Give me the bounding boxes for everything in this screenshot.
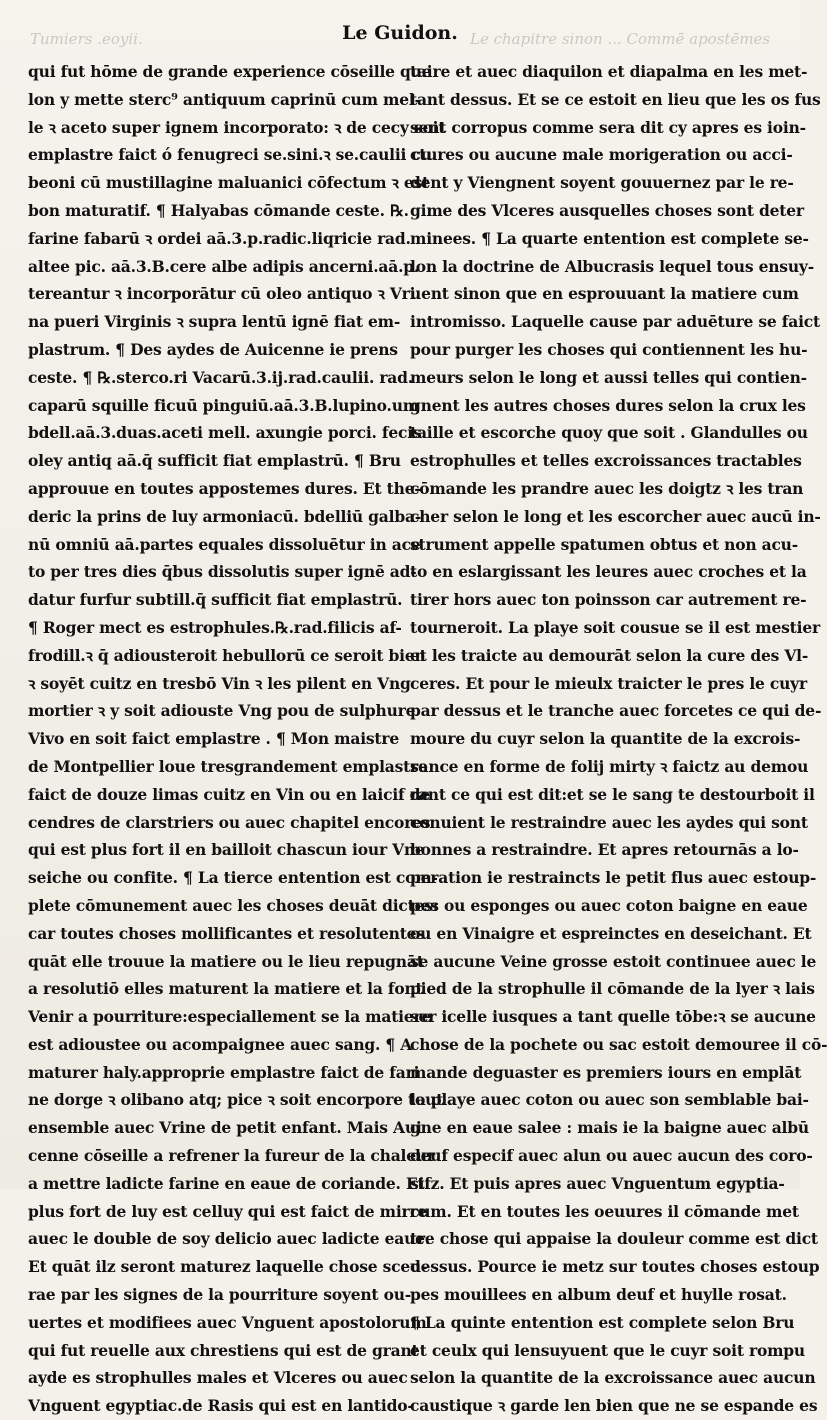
text-line: intromisso. Laquelle cause par aduēture se faict: [410, 312, 820, 332]
text-line: frodill.ꝛ q̄ adiousteroit hebullorū ce seroit bien: [28, 645, 426, 665]
text-line: qui fut hōme de grande experience cōseille que: [28, 62, 432, 81]
text-line: minees. ¶ La quarte entention est complete se-: [410, 228, 809, 248]
text-line: Et quāt ilz seront maturez laquelle chose sceu-: [28, 1257, 428, 1277]
text-line: estrophulles et telles excroissances tractables: [410, 451, 802, 471]
text-line: le ꝛ aceto super ignem incorporato: ꝛ de cecy soit: [28, 117, 446, 137]
text-line: lon y mette sterc⁹ antiquum caprinū cum mel-: [28, 89, 421, 109]
text-line: cendres de clarstriers ou auec chapitel encores: [28, 812, 431, 832]
text-line: meurs selon le long et aussi telles qui contien-: [410, 367, 807, 387]
text-line: caustique ꝛ garde len bien que ne se espande es: [410, 1396, 818, 1416]
text-line: ayde es strophulles males et Vlceres ou auec: [28, 1368, 408, 1388]
text-line: ceres. Et pour le mieulx traicter le pres le cuyr: [410, 673, 807, 693]
text-line: to per tres dies q̄bus dissolutis super ignē ad-: [28, 562, 417, 582]
text-line: pied de la strophulle il cōmande de la lyer ꝛ lais: [410, 979, 815, 999]
text-line: tant dessus. Et se ce estoit en lieu que les os fus: [410, 89, 821, 109]
text-line: par dessus et le tranche auec forcetes ce qui de-: [410, 701, 822, 721]
text-line: car toutes choses mollificantes et resolutentes: [28, 923, 425, 943]
text-line: cher selon le long et les escorcher auec aucū in-: [410, 506, 821, 526]
text-line: tirer hors auec ton poinsson car autrement re-: [410, 590, 807, 610]
text-line: tre chose qui appaise la douleur comme est dict: [410, 1229, 818, 1249]
text-line: est adioustee ou acompaignee auec sang. ¶ A: [28, 1034, 413, 1054]
bleed-through-text-right: Le chapitre sinon ... Commē apostēmes: [470, 30, 771, 48]
text-line: approuue en toutes appostemes dures. Et the-: [28, 478, 421, 498]
text-line: deric la prins de luy armoniacū. bdelliū galba-: [28, 506, 422, 526]
right-text-column: [410, 58, 827, 1420]
text-line: plastrum. ¶ Des aydes de Auicenne ie prens: [28, 339, 398, 359]
text-line: cum. Et en toutes les oeuures il cōmande met: [410, 1201, 799, 1221]
text-line: plete cōmunement auec les choses deuāt dictes:: [28, 895, 439, 915]
text-line: caparū squille ficuū pinguiū.aā.3.B.lupino.um: [28, 395, 419, 415]
text-line: tereantur ꝛ incorporātur cū oleo antiquo ꝛ Vri: [28, 284, 416, 304]
running-header: Le Guidon.: [342, 22, 458, 44]
text-line: conuient le restraindre auec les aydes qui sont: [410, 812, 808, 832]
text-line: ¶ La quinte entention est complete selon Bru: [410, 1312, 795, 1332]
text-line: mortier ꝛ y soit adiouste Vng pou de sulphure: [28, 701, 416, 721]
text-line: emplastre faict ó fenugreci se.sini.ꝛ se.caulii cu: [28, 145, 432, 165]
text-line: rae par les signes de la pourriture soyent ou-: [28, 1285, 412, 1305]
text-line: oley antiq aā.q̄ sufficit fiat emplastrū. ¶ Bru: [28, 451, 401, 471]
text-line: peration ie restraincts le petit flus auec estoup-: [410, 868, 817, 888]
text-line: ¶ Roger mect es estrophules.℞.rad.filicis af-: [28, 617, 402, 637]
text-line: tourneroit. La playe soit cousue se il est mestier: [410, 617, 820, 637]
text-line: seiche ou confite. ¶ La tierce entention est com-: [28, 868, 438, 888]
text-line: bon maturatif. ¶ Halyabas cōmande ceste. ℞.: [28, 200, 409, 220]
text-line: de Montpellier loue tresgrandement emplastre: [28, 756, 428, 776]
text-line: Vnguent egyptiac.de Rasis qui est en lantido-: [28, 1396, 414, 1416]
text-line: auec le double de soy delicio auec ladicte eaue.: [28, 1229, 431, 1249]
text-line: a mettre ladicte farine en eaue de coriande. Et: [28, 1173, 425, 1193]
text-line: dessus. Pource ie metz sur toutes choses estoup: [410, 1257, 820, 1277]
text-line: ctures ou aucune male morigeration ou acci-: [410, 145, 793, 165]
text-line: se aucune Veine grosse estoit continuee auec le: [410, 951, 817, 971]
text-line: nū omniū aā.partes equales dissoluētur in ace: [28, 534, 421, 554]
text-line: taire et auec diaquilon et diapalma en les met-: [410, 62, 808, 81]
left-text-column: [28, 58, 446, 1420]
text-line: sifz. Et puis apres auec Vnguentum egyptia-: [410, 1173, 785, 1193]
text-line: bonnes a restraindre. Et apres retournās a lo-: [410, 840, 799, 860]
text-line: farine fabarū ꝛ ordei aā.3.p.radic.liqricie rad.: [28, 228, 411, 248]
text-line: quāt elle trouue la matiere ou le lieu repugnāt: [28, 951, 424, 971]
text-line: ou en Vinaigre et espreinctes en deseichant. Et: [410, 923, 812, 943]
text-line: uent sinon que en esprouuant la matiere cum: [410, 284, 799, 304]
text-line: gne en eaue salee : mais ie la baigne auec albū: [410, 1118, 809, 1138]
text-line: bdell.aā.3.duas.aceti mell. axungie porci. fecis: [28, 423, 422, 443]
text-line: faict de douze limas cuitz en Vin ou en laicif de: [28, 784, 430, 804]
text-line: Vivo en soit faict emplastre . ¶ Mon maistre: [28, 729, 400, 749]
text-line: datur furfur subtill.q̄ sufficit fiat emplastrū.: [28, 590, 403, 610]
text-line: Venir a pourriture:especiallement se la matiere: [28, 1007, 432, 1027]
text-line: qui fut reuelle aux chrestiens qui est de grant: [28, 1340, 419, 1360]
text-line: beoni cū mustillagine maluanici cōfectum ꝛ est: [28, 173, 429, 193]
text-line: gnent les autres choses dures selon la crux les: [410, 395, 806, 415]
text-line: mande deguaster es premiers iours en emplāt: [410, 1062, 802, 1082]
text-line: maturer haly.approprie emplastre faict de fari: [28, 1062, 420, 1082]
text-line: plus fort de luy est celluy qui est faict de mirre: [28, 1201, 428, 1221]
text-line: a resolutiō elles maturent la matiere et la font: [28, 979, 423, 999]
text-line: rant ce qui est dit:et se le sang te destourboit il: [410, 784, 815, 804]
text-line: et les traicte au demourāt selon la cure des Vl-: [410, 645, 809, 665]
text-line: ꝛ soyēt cuitz en tresbō Vin ꝛ les pilent en Vng: [28, 673, 411, 693]
text-line: sance en forme de folij mirty ꝛ faictz au demou: [410, 756, 809, 776]
text-line: taille et escorche quoy que soit . Glandulles ou: [410, 423, 808, 443]
text-line: et ceulx qui lensuyuent que le cuyr soit rompu: [410, 1340, 805, 1360]
text-line: gime des Vlceres ausquelles choses sont deter: [410, 200, 804, 220]
text-line: cenne cōseille a refrener la fureur de la chaleur: [28, 1146, 435, 1166]
text-line: selon la quantite de la excroissance auec aucun: [410, 1368, 816, 1388]
text-line: na pueri Virginis ꝛ supra lentū ignē fiat em-: [28, 312, 401, 332]
text-line: chose de la pochete ou sac estoit demouree il cō-: [410, 1034, 827, 1054]
text-line: lon la doctrine de Albucrasis lequel tous ensuy-: [410, 256, 814, 276]
text-line: to en eslargissant les leures auec croches et la: [410, 562, 807, 582]
text-line: altee pic. aā.3.B.cere albe adipis ancerni.aā.p.: [28, 256, 420, 276]
bleed-through-text-left: Tumiers .eoyii.: [30, 30, 143, 48]
text-line: ser icelle iusques a tant quelle tōbe:ꝛ se aucune: [410, 1007, 816, 1027]
text-line: uertes et modifiees auec Vnguent apostolorum: [28, 1312, 427, 1332]
text-line: pes ou esponges ou auec coton baigne en eaue: [410, 895, 808, 915]
text-line: strument appelle spatumen obtus et non acu-: [410, 534, 798, 554]
text-line: pes mouillees en album deuf et huylle rosat.: [410, 1285, 787, 1305]
text-line: deuf especif auec alun ou auec aucun des coro-: [410, 1146, 813, 1166]
text-line: sent corropus comme sera dit cy apres es ioin-: [410, 117, 806, 137]
text-line: cōmande les prandre auec les doigtz ꝛ les tran: [410, 478, 804, 498]
text-line: ceste. ¶ ℞.sterco.ri Vacarū.3.ij.rad.caulii. rad.: [28, 367, 413, 387]
text-line: dent y Viengnent soyent gouuernez par le re-: [410, 173, 794, 193]
text-line: la playe auec coton ou auec son semblable bai-: [410, 1090, 809, 1110]
text-line: pour purger les choses qui contiennent les hu-: [410, 339, 808, 359]
text-line: moure du cuyr selon la quantite de la excrois-: [410, 729, 801, 749]
text-line: ensemble auec Vrine de petit enfant. Mais Aui: [28, 1118, 422, 1138]
text-line: qui est plus fort il en bailloit chascun iour Vne: [28, 840, 425, 860]
text-line: ne dorge ꝛ olibano atq; pice ꝛ soit encorpore tout: [28, 1090, 444, 1110]
